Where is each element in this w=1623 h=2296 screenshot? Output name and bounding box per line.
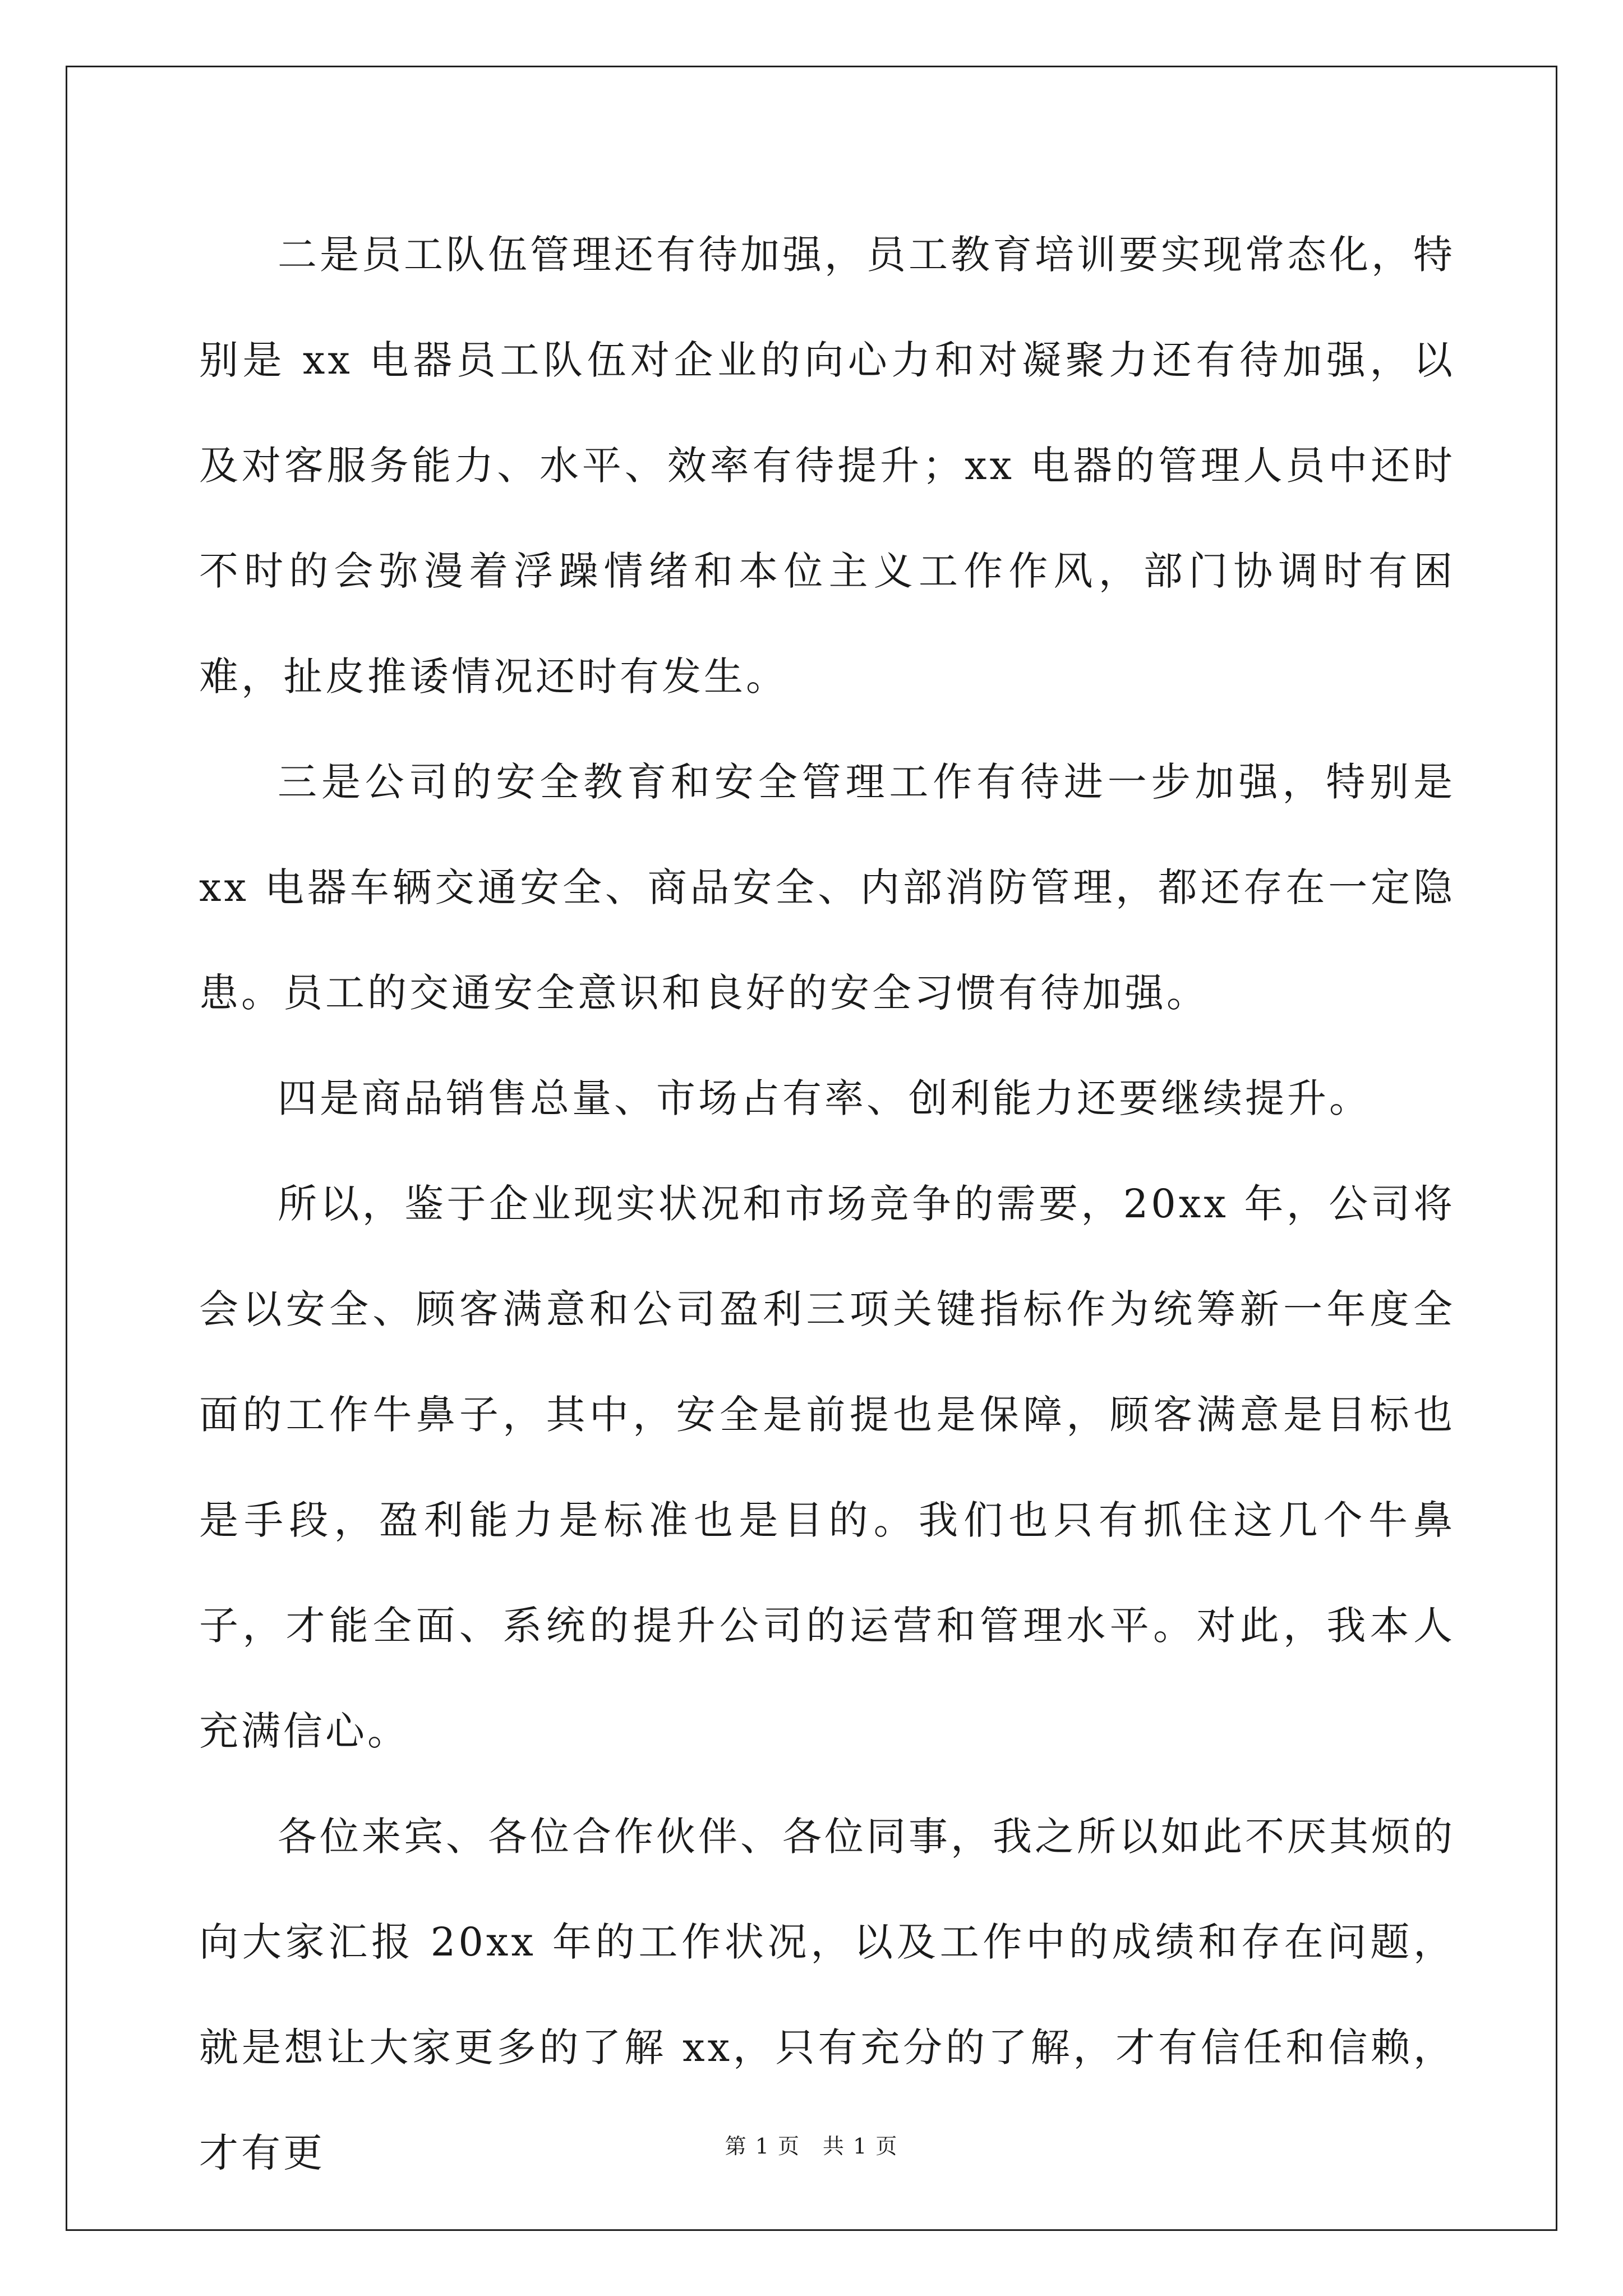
paragraph-2: 二是员工队伍管理还有待加强，员工教育培训要实现常态化，特别是 xx 电器员工队伍对企业的向心力和对凝聚力还有待加强，以及对客服务能力、水平、效率有待提升；xx 电器的管理人员中还时不时的会弥漫着浮躁情绪和本位主义工作作风，部门协调时有困难，扯皮推诿情况还时有发生。: [199, 232, 1455, 700]
document-body: [199, 202, 1455, 2206]
paragraph-closing: 各位来宾、各位合作伙伴、各位同事，我之所以如此不厌其烦的向大家汇报 20xx 年的工作状况，以及工作中的成绩和存在问题，就是想让大家更多的了解 xx，只有充分的了解，才有信任和信赖，才有更: [199, 1814, 1455, 2176]
page-footer: 第 1 页 共 1 页: [725, 2134, 898, 2159]
paragraph-conclusion: 所以，鉴于企业现实状况和市场竞争的需要，20xx 年，公司将会以安全、顾客满意和公司盈利三项关键指标作为统筹新一年度全面的工作牛鼻子，其中，安全是前提也是保障，顾客满意是目标也是手段，盈利能力是标准也是目的。我们也只有抓住这几个牛鼻子，才能全面、系统的提升公司的运营和管理水平。对此，我本人充满信心。: [199, 1181, 1455, 1754]
paragraph-3: 三是公司的安全教育和安全管理工作有待进一步加强，特别是 xx 电器车辆交通安全、商品安全、内部消防管理，都还存在一定隐患。员工的交通安全意识和良好的安全习惯有待加强。: [199, 759, 1455, 1016]
paragraph-4: 四是商品销售总量、市场占有率、创利能力还要继续提升。: [278, 1075, 1371, 1121]
